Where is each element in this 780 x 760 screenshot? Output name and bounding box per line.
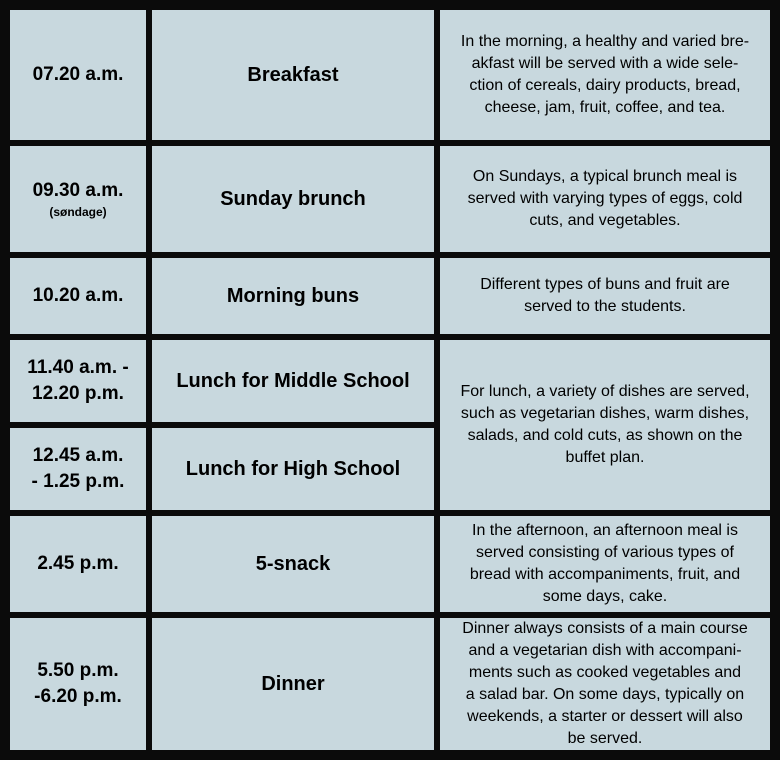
description-cell <box>440 10 770 140</box>
description-line: ction of cereals, dairy products, bread, <box>469 77 741 94</box>
description-line: cheese, jam, fruit, coffee, and tea. <box>484 99 726 116</box>
meal-cell <box>152 258 434 334</box>
meal-cell <box>152 10 434 140</box>
meal-name: Sunday brunch <box>220 188 366 210</box>
description-line: served with varying types of eggs, cold <box>467 190 743 207</box>
description-cell <box>440 516 770 612</box>
description-line: a salad bar. On some days, typically on <box>465 686 745 703</box>
description-cell <box>440 618 770 750</box>
meal-cell <box>152 428 434 510</box>
time-cell <box>10 516 146 612</box>
description-line: ments such as cooked vegetables and <box>468 664 742 681</box>
meal-name: Lunch for High School <box>185 458 401 480</box>
meal-cell <box>152 516 434 612</box>
time-text: 2.45 p.m. <box>37 553 119 574</box>
description-line: For lunch, a variety of dishes are served, <box>460 383 750 400</box>
time-text: 11.40 a.m. - <box>27 357 129 378</box>
time-text: 09.30 a.m. <box>32 180 124 201</box>
time-text: 5.50 p.m. <box>37 660 119 681</box>
description-line: In the morning, a healthy and varied bre- <box>460 33 750 50</box>
description-line: buffet plan. <box>565 449 645 466</box>
meal-cell <box>152 618 434 750</box>
description-cell <box>440 258 770 334</box>
description-line: Dinner always consists of a main course <box>462 620 748 637</box>
description-line: salads, and cold cuts, as shown on the <box>467 427 743 444</box>
time-text: 10.20 a.m. <box>32 285 124 306</box>
time-note: (søndage) <box>49 205 107 219</box>
description-line: Different types of buns and fruit are <box>480 276 730 293</box>
time-text: 12.20 p.m. <box>32 383 124 404</box>
time-cell <box>10 340 146 422</box>
description-text <box>462 618 747 750</box>
description-cell <box>440 340 770 510</box>
description-line: cuts, and vegetables. <box>529 212 681 229</box>
description-text <box>468 166 743 232</box>
description-text <box>461 31 749 119</box>
description-line: be served. <box>567 730 643 747</box>
description-line: such as vegetarian dishes, warm dishes, <box>460 405 750 422</box>
meal-cell <box>152 340 434 422</box>
description-text <box>480 274 730 318</box>
description-line: bread with accompaniments, fruit, and <box>469 566 741 583</box>
description-line: akfast will be served with a wide sele- <box>471 55 739 72</box>
time-text: 12.45 a.m. <box>32 445 124 466</box>
description-line: weekends, a starter or dessert will also <box>467 708 743 725</box>
time-cell <box>10 258 146 334</box>
time-cell <box>10 10 146 140</box>
meal-cell <box>152 146 434 252</box>
time-text: 07.20 a.m. <box>32 64 124 85</box>
description-cell <box>440 146 770 252</box>
description-line: served consisting of various types of <box>476 544 734 561</box>
time-cell <box>10 146 146 252</box>
description-line: and a vegetarian dish with accompani- <box>468 642 742 659</box>
description-line: served to the students. <box>524 298 686 315</box>
meal-name: 5-snack <box>255 553 331 575</box>
description-text <box>470 520 740 608</box>
description-line: On Sundays, a typical brunch meal is <box>472 168 738 185</box>
meal-name: Breakfast <box>247 64 339 86</box>
time-cell <box>10 428 146 510</box>
meal-name: Dinner <box>261 673 325 695</box>
time-cell <box>10 618 146 750</box>
description-line: some days, cake. <box>542 588 668 605</box>
description-text <box>460 381 749 469</box>
meal-name: Lunch for Middle School <box>176 370 410 392</box>
time-text: - 1.25 p.m. <box>31 471 125 492</box>
meal-name: Morning buns <box>226 285 360 307</box>
time-text: -6.20 p.m. <box>34 686 122 707</box>
description-line: In the afternoon, an afternoon meal is <box>472 522 738 539</box>
